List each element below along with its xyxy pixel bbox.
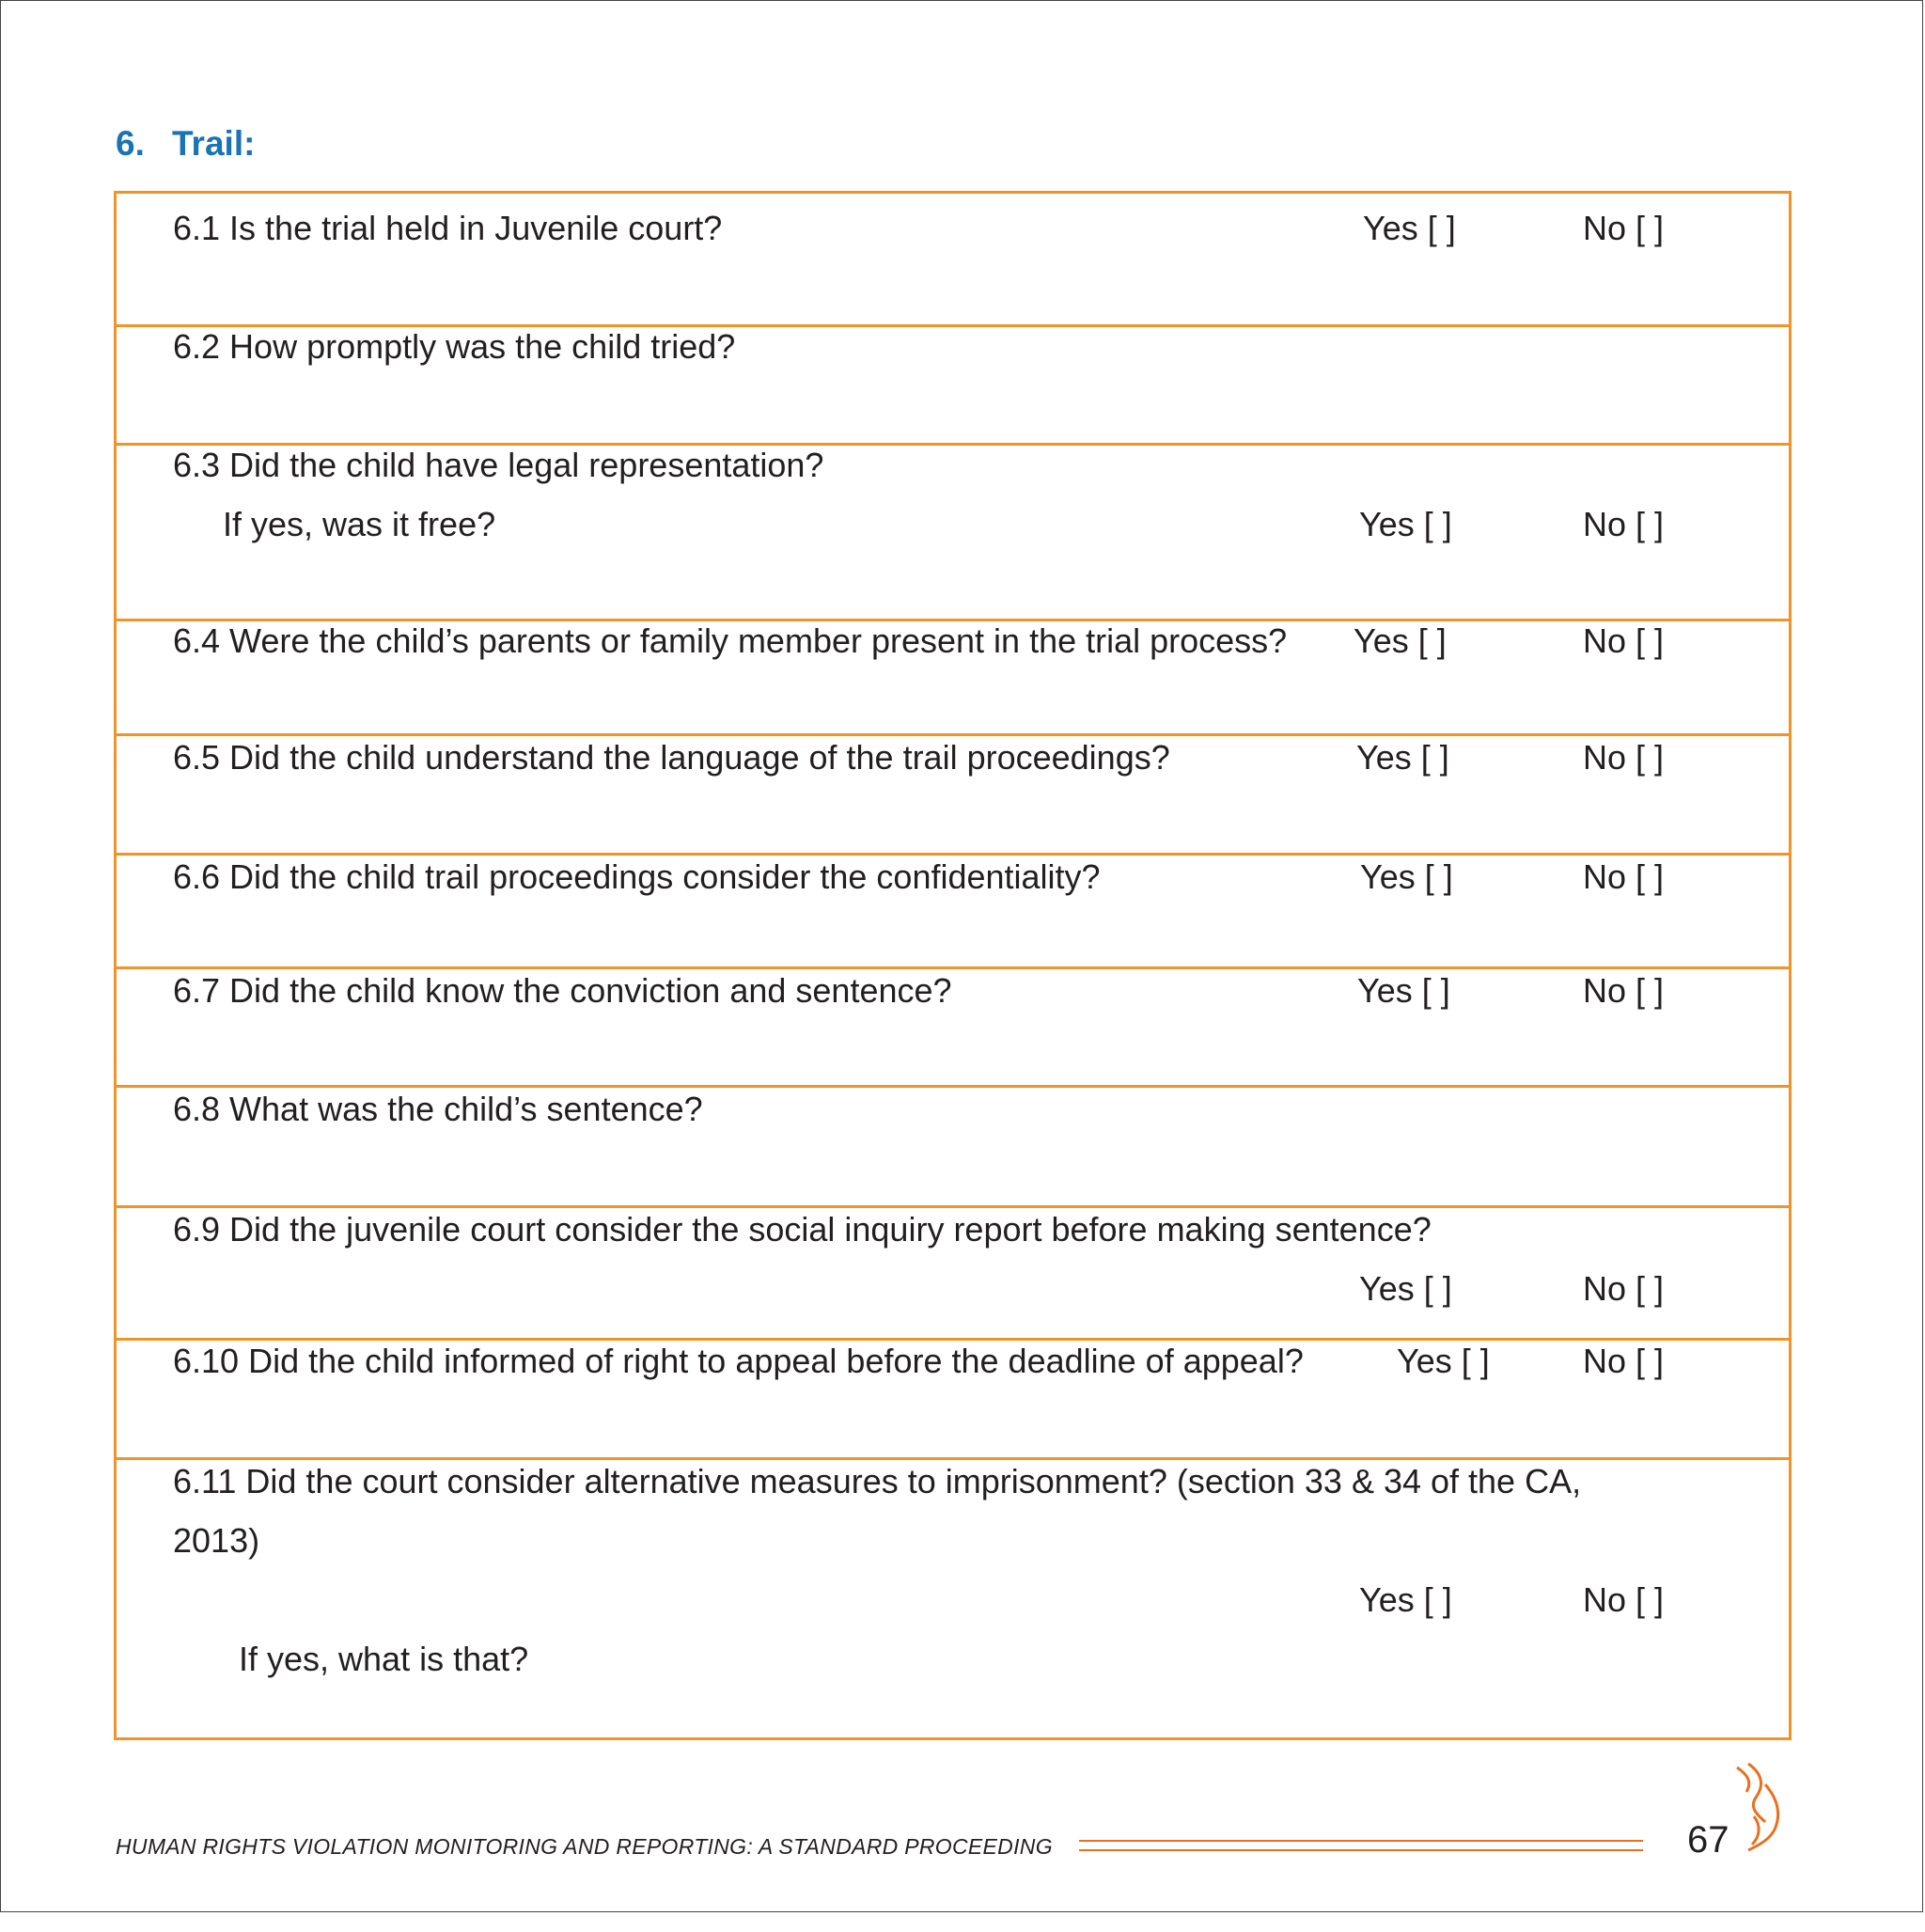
- yes-checkbox[interactable]: Yes [ ]: [1359, 505, 1452, 543]
- question-text: 6.2 How promptly was the child tried?: [173, 327, 736, 366]
- yes-checkbox[interactable]: Yes [ ]: [1354, 621, 1447, 660]
- question-row-6-9: [117, 1205, 1789, 1338]
- question-text: 6.3 Did the child have legal representation?: [173, 446, 824, 484]
- yes-checkbox[interactable]: Yes [ ]: [1397, 1342, 1490, 1380]
- footer-rule-top: [1079, 1840, 1643, 1842]
- no-checkbox[interactable]: No [ ]: [1583, 621, 1665, 660]
- section-title: Trail:: [172, 124, 256, 163]
- question-row-6-5: [117, 733, 1789, 853]
- questionnaire-box: [114, 191, 1792, 1740]
- yes-checkbox[interactable]: Yes [ ]: [1357, 971, 1450, 1010]
- question-text: 6.10 Did the child informed of right to appeal before the deadline of appeal?: [173, 1342, 1304, 1380]
- no-checkbox[interactable]: No [ ]: [1583, 1342, 1665, 1380]
- question-text: 6.9 Did the juvenile court consider the social inquiry report before making sentence?: [173, 1210, 1432, 1249]
- no-checkbox[interactable]: No [ ]: [1583, 1580, 1665, 1619]
- question-text: 6.6 Did the child trail proceedings consider the confidentiality?: [173, 857, 1101, 896]
- page-number: 67: [1687, 1819, 1729, 1861]
- yes-checkbox[interactable]: Yes [ ]: [1359, 1580, 1452, 1619]
- no-checkbox[interactable]: No [ ]: [1583, 505, 1665, 543]
- question-text-line2: 2013): [173, 1521, 260, 1560]
- question-text: 6.1 Is the trial held in Juvenile court?: [173, 209, 723, 247]
- question-subtext: If yes, was it free?: [223, 505, 496, 543]
- footer-title: HUMAN RIGHTS VIOLATION MONITORING AND REPORTING: A STANDARD PROCEEDING: [116, 1834, 1053, 1859]
- no-checkbox[interactable]: No [ ]: [1583, 1269, 1665, 1308]
- question-text: 6.7 Did the child know the conviction and sentence?: [173, 971, 952, 1010]
- question-text: 6.5 Did the child understand the language of the trail proceedings?: [173, 738, 1170, 777]
- no-checkbox[interactable]: No [ ]: [1583, 209, 1665, 247]
- question-text: 6.4 Were the child’s parents or family member present in the trial process?: [173, 621, 1288, 660]
- section-heading: [116, 124, 255, 164]
- question-row-6-7: [117, 966, 1789, 1085]
- yes-checkbox[interactable]: Yes [ ]: [1363, 209, 1456, 247]
- question-row-6-2: [117, 324, 1789, 443]
- question-row-6-11: [117, 1457, 1789, 1740]
- yes-checkbox[interactable]: Yes [ ]: [1359, 1269, 1452, 1308]
- question-text: 6.8 What was the child’s sentence?: [173, 1090, 703, 1128]
- question-row-6-10: [117, 1338, 1789, 1457]
- footer-rule-bottom: [1079, 1849, 1643, 1851]
- question-row-6-3: [117, 443, 1789, 619]
- publisher-logo-icon: [1728, 1760, 1793, 1859]
- question-row-6-6: [117, 853, 1789, 966]
- no-checkbox[interactable]: No [ ]: [1583, 857, 1665, 896]
- section-number: 6.: [116, 124, 145, 163]
- yes-checkbox[interactable]: Yes [ ]: [1356, 738, 1449, 777]
- question-subtext: If yes, what is that?: [239, 1640, 529, 1678]
- question-text: 6.11 Did the court consider alternative measures to imprisonment? (section 33 & 34 of the CA,: [173, 1462, 1582, 1500]
- no-checkbox[interactable]: No [ ]: [1583, 971, 1665, 1010]
- question-row-6-8: [117, 1085, 1789, 1205]
- question-row-6-1: [117, 194, 1789, 324]
- yes-checkbox[interactable]: Yes [ ]: [1360, 857, 1453, 896]
- question-row-6-4: [117, 619, 1789, 733]
- no-checkbox[interactable]: No [ ]: [1583, 738, 1665, 777]
